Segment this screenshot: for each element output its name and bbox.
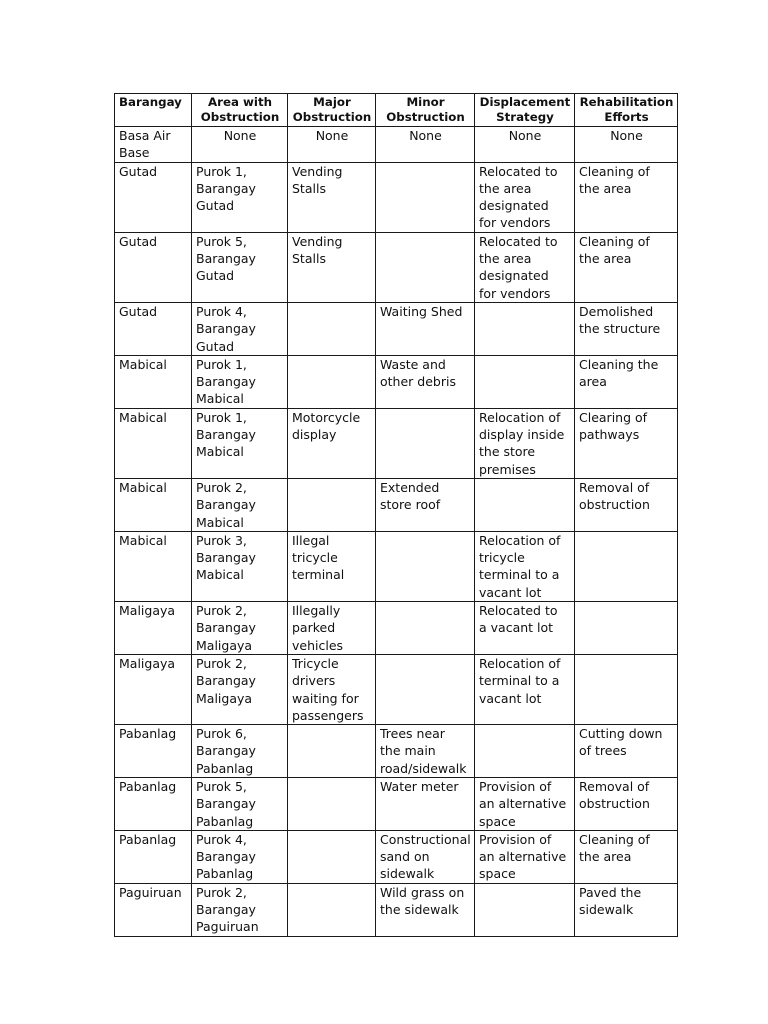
cell-text: Extended store roof (380, 479, 441, 513)
obstruction-table (114, 93, 678, 937)
table-row (115, 478, 678, 531)
minor-obstruction-cell (376, 408, 475, 478)
cell-text: Illegal tricycle terminal (292, 532, 345, 583)
rehabilitation-efforts-cell (575, 602, 678, 655)
rehabilitation-efforts-cell (575, 355, 678, 408)
cell-text: None (315, 128, 349, 143)
header-minor-obstruction: Minor Obstruction (376, 94, 475, 127)
major-obstruction-cell (288, 127, 376, 163)
cell-text: Maligaya (119, 603, 176, 619)
cell-text: Relocation of tricycle terminal to a vacant lot (479, 532, 561, 600)
barangay-cell (115, 777, 192, 830)
cell-text: None (610, 128, 643, 143)
displacement-strategy-cell (475, 777, 575, 830)
rehabilitation-efforts-cell (575, 531, 678, 601)
displacement-strategy-cell (475, 355, 575, 408)
displacement-strategy-cell (475, 830, 575, 883)
displacement-strategy-cell (475, 478, 575, 531)
displacement-strategy-cell (475, 725, 575, 778)
cell-text: Relocated to the area designated for vendors (479, 233, 558, 301)
major-obstruction-cell (288, 777, 376, 830)
cell-text: Purok 3, Barangay Mabical (196, 532, 256, 583)
cell-text: Cutting down of trees (579, 726, 663, 759)
cell-text: Provision of an alternative space (479, 831, 567, 882)
major-obstruction-cell (288, 654, 376, 724)
major-obstruction-cell (288, 408, 376, 478)
major-obstruction-cell (288, 232, 376, 302)
rehabilitation-efforts-cell (575, 162, 678, 232)
displacement-strategy-cell (475, 232, 575, 302)
cell-text: Water meter (380, 778, 459, 794)
displacement-strategy-cell (475, 127, 575, 163)
cell-text: Mabical (119, 356, 167, 372)
displacement-strategy-cell (475, 654, 575, 724)
cell-text: Pabanlag (119, 831, 177, 847)
cell-text: Vending Stalls (292, 163, 343, 196)
cell-text: Purok 2, Barangay Maligaya (196, 603, 256, 653)
header-area-with-obstruction: Area with Obstruction (192, 94, 288, 127)
displacement-strategy-cell (475, 302, 575, 355)
header-barangay: Barangay (115, 94, 192, 127)
table-row (115, 830, 678, 883)
cell-text: Tricycle drivers waiting for passengers (292, 655, 364, 723)
barangay-cell (115, 830, 192, 883)
rehabilitation-efforts-cell (575, 830, 678, 883)
table-row (115, 232, 678, 302)
area-cell (192, 602, 288, 655)
area-cell (192, 830, 288, 883)
cell-text: Purok 2, Barangay Mabical (196, 479, 256, 530)
major-obstruction-cell (288, 883, 376, 936)
area-cell (192, 883, 288, 936)
barangay-cell (115, 162, 192, 232)
area-cell (192, 232, 288, 302)
displacement-strategy-cell (475, 602, 575, 655)
cell-text: Cleaning the area (579, 356, 659, 390)
cell-text: Waste and other debris (380, 356, 456, 390)
cell-text: Relocation of terminal to a vacant lot (479, 655, 561, 706)
area-cell (192, 302, 288, 355)
cell-text: Gutad (119, 303, 158, 319)
cell-text: Relocation of display inside the store premises (479, 409, 565, 477)
major-obstruction-cell (288, 602, 376, 655)
table-row (115, 162, 678, 232)
cell-text: Purok 4, Barangay Gutad (196, 303, 256, 354)
table-row (115, 725, 678, 778)
cell-text: Clearing of pathways (579, 409, 648, 443)
minor-obstruction-cell (376, 127, 475, 163)
major-obstruction-cell (288, 725, 376, 778)
header-rehabilitation-efforts: Rehabilitation Efforts (575, 94, 678, 127)
area-cell (192, 725, 288, 778)
cell-text: Purok 5, Barangay Pabanlag (196, 778, 256, 829)
minor-obstruction-cell (376, 531, 475, 601)
area-cell (192, 478, 288, 531)
rehabilitation-efforts-cell (575, 127, 678, 163)
rehabilitation-efforts-cell (575, 478, 678, 531)
major-obstruction-cell (288, 302, 376, 355)
major-obstruction-cell (288, 531, 376, 601)
displacement-strategy-cell (475, 162, 575, 232)
minor-obstruction-cell (376, 830, 475, 883)
barangay-cell (115, 232, 192, 302)
minor-obstruction-cell (376, 162, 475, 232)
cell-text: Vending Stalls (292, 233, 343, 267)
area-cell (192, 127, 288, 163)
table-row (115, 531, 678, 601)
table-row (115, 883, 678, 936)
cell-text: Removal of obstruction (579, 778, 650, 812)
cell-text: Purok 5, Barangay Gutad (196, 233, 256, 284)
rehabilitation-efforts-cell (575, 408, 678, 478)
barangay-cell (115, 408, 192, 478)
minor-obstruction-cell (376, 355, 475, 408)
cell-text: Removal of obstruction (579, 479, 650, 513)
minor-obstruction-cell (376, 302, 475, 355)
barangay-cell (115, 883, 192, 936)
cell-text: Paved the sidewalk (579, 884, 642, 918)
cell-text: Relocated to a vacant lot (479, 603, 558, 636)
cell-text: Relocated to the area designated for vendors (479, 163, 558, 231)
cell-text: Gutad (119, 233, 158, 249)
cell-text: Demolished the structure (579, 303, 661, 337)
header-displacement-strategy: Displacement Strategy (475, 94, 575, 127)
cell-text: Paguiruan (119, 884, 182, 900)
header-row (115, 94, 678, 127)
rehabilitation-efforts-cell (575, 654, 678, 724)
cell-text: Basa Air Base (119, 128, 171, 161)
major-obstruction-cell (288, 355, 376, 408)
area-cell (192, 162, 288, 232)
displacement-strategy-cell (475, 408, 575, 478)
table-row (115, 777, 678, 830)
minor-obstruction-cell (376, 777, 475, 830)
table-row (115, 302, 678, 355)
cell-text: None (223, 128, 257, 143)
cell-text: Wild grass on the sidewalk (380, 884, 465, 918)
table-row (115, 654, 678, 724)
minor-obstruction-cell (376, 725, 475, 778)
area-cell (192, 531, 288, 601)
barangay-cell (115, 355, 192, 408)
cell-text: None (409, 128, 442, 143)
barangay-cell (115, 602, 192, 655)
major-obstruction-cell (288, 830, 376, 883)
barangay-cell (115, 531, 192, 601)
cell-text: Purok 2, Barangay Maligaya (196, 655, 256, 706)
barangay-cell (115, 654, 192, 724)
cell-text: Cleaning of the area (579, 831, 650, 865)
cell-text: Purok 1, Barangay Mabical (196, 356, 256, 407)
rehabilitation-efforts-cell (575, 777, 678, 830)
cell-text: Provision of an alternative space (479, 778, 567, 829)
displacement-strategy-cell (475, 883, 575, 936)
barangay-cell (115, 302, 192, 355)
minor-obstruction-cell (376, 232, 475, 302)
rehabilitation-efforts-cell (575, 302, 678, 355)
rehabilitation-efforts-cell (575, 725, 678, 778)
cell-text: Waiting Shed (380, 303, 463, 319)
cell-text: Mabical (119, 532, 167, 548)
table-row (115, 355, 678, 408)
minor-obstruction-cell (376, 602, 475, 655)
cell-text: Illegally parked vehicles (292, 603, 344, 653)
cell-text: Motorcycle display (292, 409, 361, 443)
minor-obstruction-cell (376, 654, 475, 724)
barangay-cell (115, 127, 192, 163)
table-row (115, 602, 678, 655)
cell-text: Pabanlag (119, 726, 177, 742)
header-major-obstruction: Major Obstruction (288, 94, 376, 127)
cell-text: Mabical (119, 479, 167, 495)
cell-text: Constructional sand on sidewalk (380, 831, 471, 882)
area-cell (192, 777, 288, 830)
rehabilitation-efforts-cell (575, 232, 678, 302)
barangay-cell (115, 725, 192, 778)
area-cell (192, 654, 288, 724)
area-cell (192, 355, 288, 408)
major-obstruction-cell (288, 478, 376, 531)
major-obstruction-cell (288, 162, 376, 232)
cell-text: Purok 2, Barangay Paguiruan (196, 884, 259, 935)
area-cell (192, 408, 288, 478)
cell-text: Purok 1, Barangay Mabical (196, 409, 256, 460)
cell-text: Trees near the main road/sidewalk (380, 726, 467, 776)
minor-obstruction-cell (376, 478, 475, 531)
cell-text: Purok 1, Barangay Gutad (196, 163, 256, 214)
cell-text: Maligaya (119, 655, 176, 671)
cell-text: Pabanlag (119, 778, 177, 794)
cell-text: Gutad (119, 163, 158, 179)
displacement-strategy-cell (475, 531, 575, 601)
cell-text: None (508, 128, 542, 143)
cell-text: Purok 6, Barangay Pabanlag (196, 726, 256, 776)
minor-obstruction-cell (376, 883, 475, 936)
cell-text: Cleaning of the area (579, 233, 650, 267)
cell-text: Mabical (119, 409, 167, 425)
rehabilitation-efforts-cell (575, 883, 678, 936)
cell-text: Purok 4, Barangay Pabanlag (196, 831, 256, 882)
barangay-cell (115, 478, 192, 531)
table-row (115, 408, 678, 478)
cell-text: Cleaning of the area (579, 163, 650, 196)
table-body (115, 127, 678, 937)
table-row (115, 127, 678, 163)
